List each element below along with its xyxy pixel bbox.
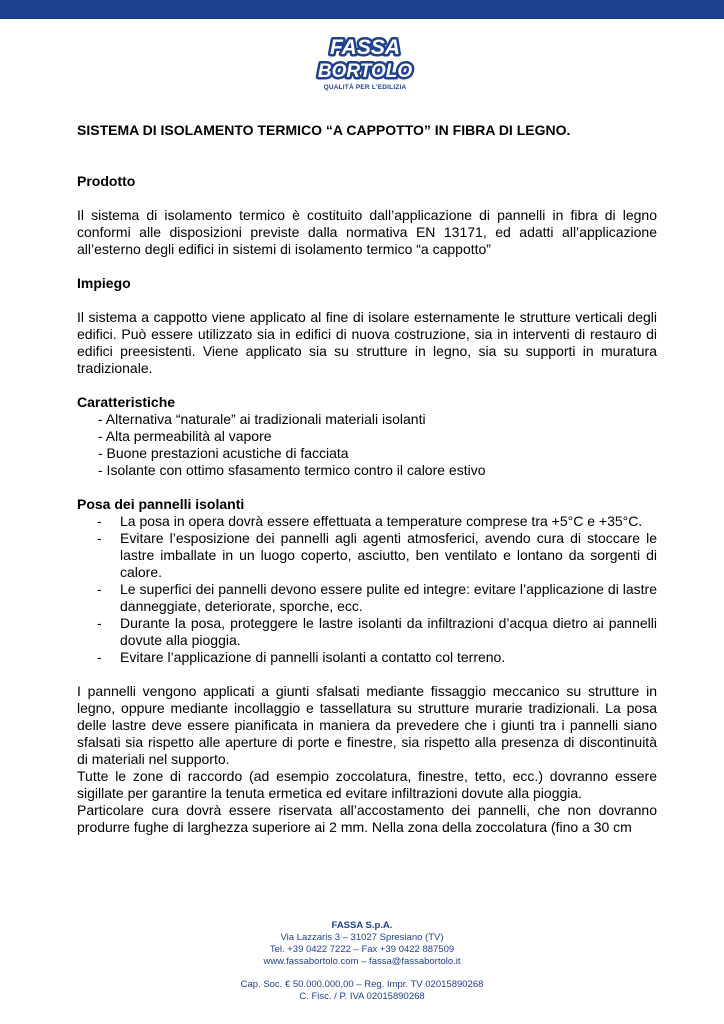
list-item bbox=[77, 513, 657, 530]
logo-word-fassa bbox=[314, 36, 416, 58]
document-body bbox=[77, 122, 657, 836]
list-item bbox=[77, 615, 657, 649]
dash-bullet: - bbox=[97, 530, 102, 546]
body-paragraph: Tutte le zone di raccordo (ad esempio zoccolatura, finestre, tetto, ecc.) dovranno essere sigillate per garantire la tenuta ermetica ed evitare infiltrazioni dovute alla pioggia. bbox=[77, 768, 657, 801]
prodotto-text: Il sistema di isolamento termico è costituito dall’applicazione di pannelli in fibra di legno conformi alle disposizioni previste dalla normativa EN 13171, ed adatti all’applicazione all’esterno degli edifici in sistemi di isolamento termico “a cappotto” bbox=[77, 207, 657, 257]
list-item-text: La posa in opera dovrà essere effettuata a temperature comprese tra +5°C e +35°C. bbox=[120, 513, 643, 529]
logo-tagline: QUALITÀ PER L'EDILIZIA bbox=[323, 84, 407, 91]
dash-bullet: - bbox=[97, 581, 102, 597]
dash-bullet: - bbox=[97, 615, 102, 631]
list-item bbox=[77, 649, 657, 666]
list-item: - Alternativa “naturale” ai tradizionali materiali isolanti bbox=[98, 411, 426, 427]
footer-phone: Tel. +39 0422 7222 – Fax +39 0422 887509 bbox=[269, 944, 455, 955]
list-item: - Alta permeabilità al vapore bbox=[98, 428, 272, 444]
body-paragraph: I pannelli vengono applicati a giunti sfalsati mediante fissaggio meccanico su strutture in legno, oppure mediante incollaggio e tassellatura su strutture murarie tradizionali. La posa delle lastre deve essere pianificata in maniera da prevedere che i giunti tra i pannelli siano sfalsati sia rispetto alle aperture di porte e finestre, sia rispetto alla presenza di discontinuità di materiali nel supporto. bbox=[77, 683, 657, 767]
list-item: - Isolante con ottimo sfasamento termico contro il calore estivo bbox=[98, 462, 486, 478]
list-item-text: Evitare l’applicazione di pannelli isolanti a contatto col terreno. bbox=[120, 649, 506, 665]
footer-web: www.fassabortolo.com – fassa@fassabortolo.it bbox=[263, 956, 461, 967]
logo-word-bortolo bbox=[314, 59, 416, 81]
list-item bbox=[77, 581, 657, 615]
page-footer bbox=[0, 920, 724, 1003]
posa-list bbox=[77, 513, 657, 666]
footer-company: FASSA S.p.A. bbox=[331, 920, 393, 931]
section-heading-impiego: Impiego bbox=[77, 275, 131, 291]
svg-text:FASSA: FASSA bbox=[329, 36, 401, 58]
section-heading-prodotto: Prodotto bbox=[77, 173, 136, 189]
list-item-text: Durante la posa, proteggere le lastre isolanti da infiltrazioni d’acqua dietro ai pannelli dovute alla pioggia. bbox=[120, 615, 657, 648]
footer-capital: Cap. Soc. € 50.000.000,00 – Reg. Impr. TV 02015890268 bbox=[240, 979, 484, 990]
caratteristiche-list bbox=[77, 411, 657, 479]
section-heading-posa: Posa dei pannelli isolanti bbox=[77, 496, 245, 512]
list-item-text: Evitare l’esposizione dei pannelli agli agenti atmosferici, avendo cura di stoccare le lastre imballate in un luogo coperto, asciutto, ben ventilato e lontano da sorgenti di calore. bbox=[120, 530, 657, 580]
body-paragraph: Particolare cura dovrà essere riservata all’accostamento dei pannelli, che non dovranno produrre fughe di larghezza superiore ai 2 mm. Nella zona della zoccolatura (fino a 30 cm bbox=[77, 802, 657, 835]
top-brand-bar bbox=[0, 0, 724, 19]
list-item bbox=[77, 530, 657, 581]
list-item-text: Le superfici dei pannelli devono essere pulite ed integre: evitare l’applicazione di lastre danneggiate, deteriorate, sporche, ecc. bbox=[120, 581, 657, 614]
svg-text:BORTOLO: BORTOLO bbox=[317, 61, 413, 81]
dash-bullet: - bbox=[97, 649, 102, 665]
list-item: - Buone prestazioni acustiche di facciata bbox=[98, 445, 349, 461]
footer-fiscal: C. Fisc. / P. IVA 02015890268 bbox=[299, 991, 425, 1002]
fassa-bortolo-logo bbox=[314, 36, 416, 94]
document-title: SISTEMA DI ISOLAMENTO TERMICO “A CAPPOTTO” IN FIBRA DI LEGNO. bbox=[77, 122, 571, 138]
section-heading-caratteristiche: Caratteristiche bbox=[77, 394, 176, 410]
dash-bullet: - bbox=[97, 513, 102, 529]
footer-address: Via Lazzaris 3 – 31027 Spresiano (TV) bbox=[280, 932, 444, 943]
impiego-text: Il sistema a cappotto viene applicato al fine di isolare esternamente le strutture verticali degli edifici. Può essere utilizzato sia in edifici di nuova costruzione, sia in interventi di restauro di edifici preesistenti. Viene applicato sia su strutture in legno, sia su supporti in muratura tradizionale. bbox=[77, 309, 657, 376]
